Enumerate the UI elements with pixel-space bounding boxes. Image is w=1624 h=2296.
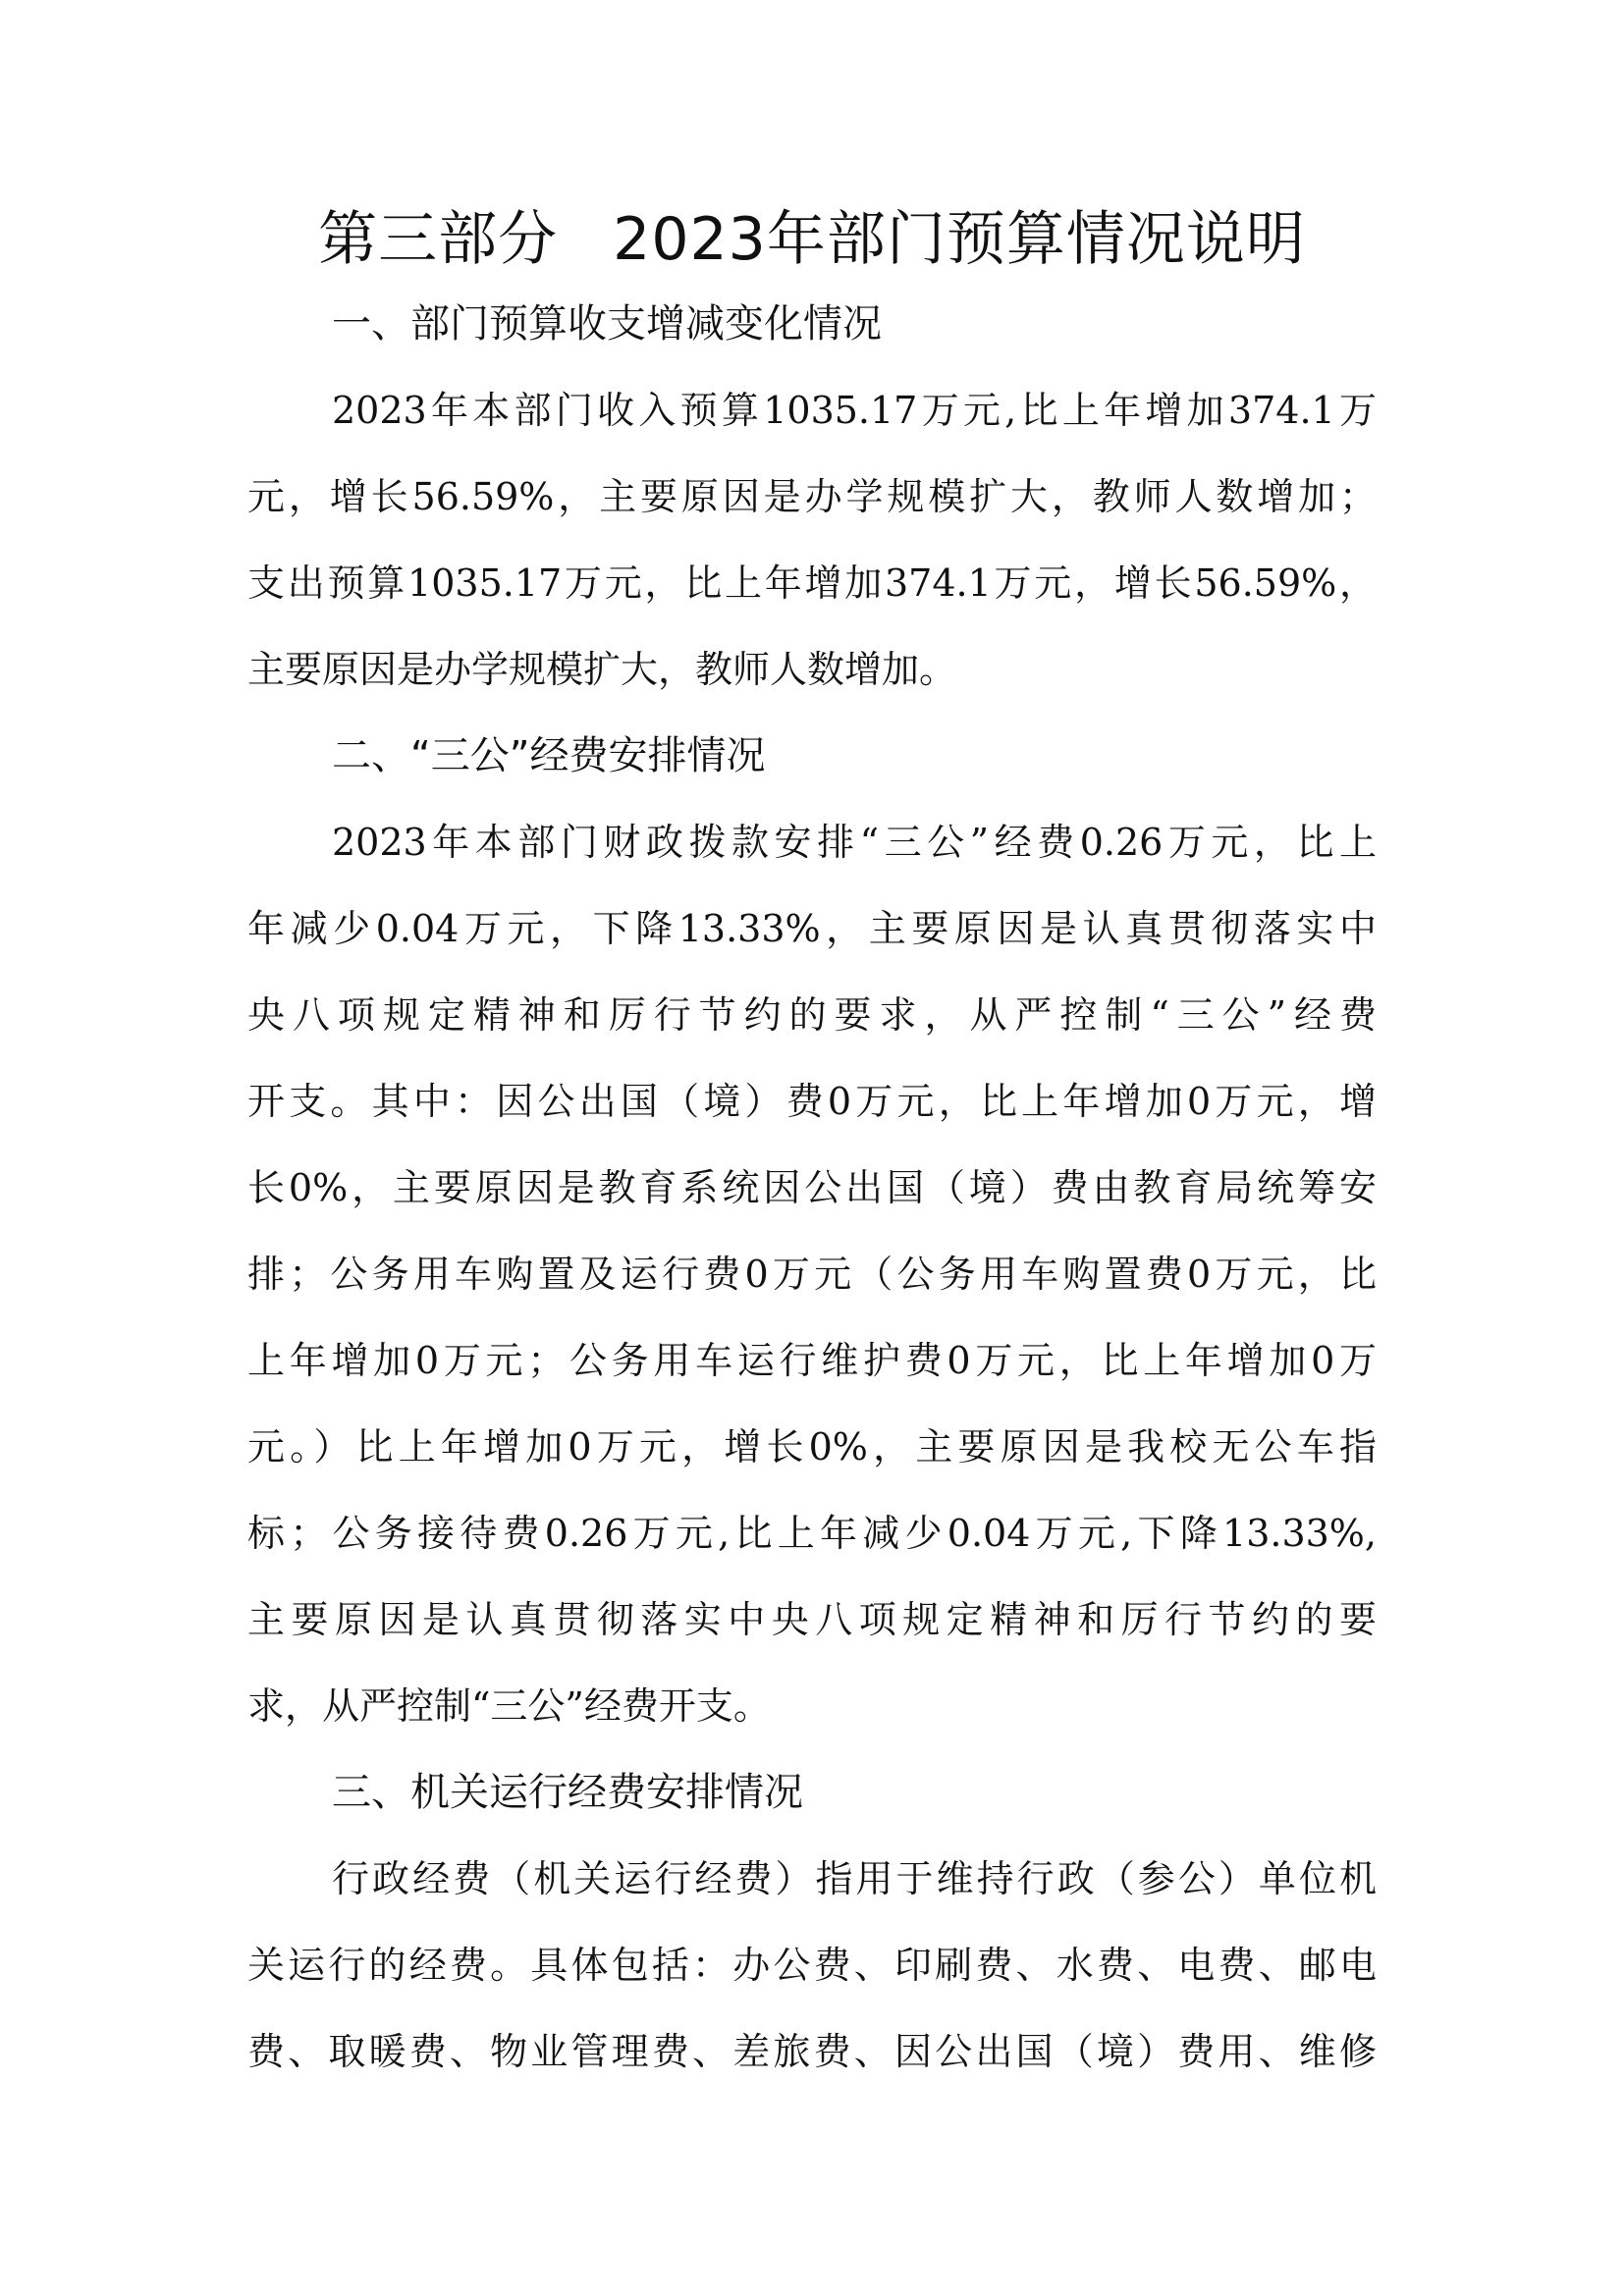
section-heading-3: 三、机关运行经费安排情况 — [332, 1770, 803, 1815]
paragraph-line: 主要原因是办学规模扩大，教师人数增加。 — [247, 648, 957, 691]
paragraph-line: 元，增长56.59%，主要原因是办学规模扩大，教师人数增加； — [247, 475, 1377, 518]
paragraph-line: 行政经费（机关运行经费）指用于维持行政（参公）单位机 — [332, 1857, 1377, 1900]
paragraph-line: 费、取暖费、物业管理费、差旅费、因公出国（境）费用、维修 — [247, 2030, 1377, 2073]
paragraph-line: 元。）比上年增加0万元，增长0%，主要原因是我校无公车指 — [247, 1425, 1377, 1468]
section-heading-1: 一、部门预算收支增减变化情况 — [332, 301, 882, 347]
paragraph-line: 主要原因是认真贯彻落实中央八项规定精神和厉行节约的要 — [247, 1598, 1377, 1641]
paragraph-line: 求，从严控制“三公”经费开支。 — [247, 1684, 771, 1728]
paragraph-line: 开支。其中：因公出国（境）费0万元，比上年增加0万元，增 — [247, 1080, 1377, 1123]
paragraph-line: 年减少0.04万元，下降13.33%，主要原因是认真贯彻落实中 — [247, 907, 1377, 950]
title-main-text: 2023年部门预算情况说明 — [613, 205, 1306, 274]
paragraph-line: 2023年本部门收入预算1035.17万元,比上年增加374.1万 — [332, 389, 1377, 432]
paragraph-line: 关运行的经费。具体包括：办公费、印刷费、水费、电费、邮电 — [247, 1944, 1377, 1987]
paragraph-line: 排；公务用车购置及运行费0万元（公务用车购置费0万元，比 — [247, 1253, 1377, 1296]
section-heading-2: 二、“三公”经费安排情况 — [332, 733, 766, 778]
paragraph-line: 标；公务接待费0.26万元,比上年减少0.04万元,下降13.33%, — [247, 1512, 1377, 1555]
paragraph-line: 央八项规定精神和厉行节约的要求，从严控制“三公”经费 — [247, 993, 1377, 1037]
paragraph-line: 长0%，主要原因是教育系统因公出国（境）费由教育局统筹安 — [247, 1166, 1377, 1209]
title-part-label: 第三部分 — [318, 205, 559, 274]
page-title — [0, 204, 1624, 275]
paragraph-line: 2023年本部门财政拨款安排“三公”经费0.26万元，比上 — [332, 821, 1377, 864]
paragraph-line: 支出预算1035.17万元，比上年增加374.1万元，增长56.59%， — [247, 561, 1377, 605]
paragraph-line: 上年增加0万元；公务用车运行维护费0万元，比上年增加0万 — [247, 1339, 1377, 1382]
